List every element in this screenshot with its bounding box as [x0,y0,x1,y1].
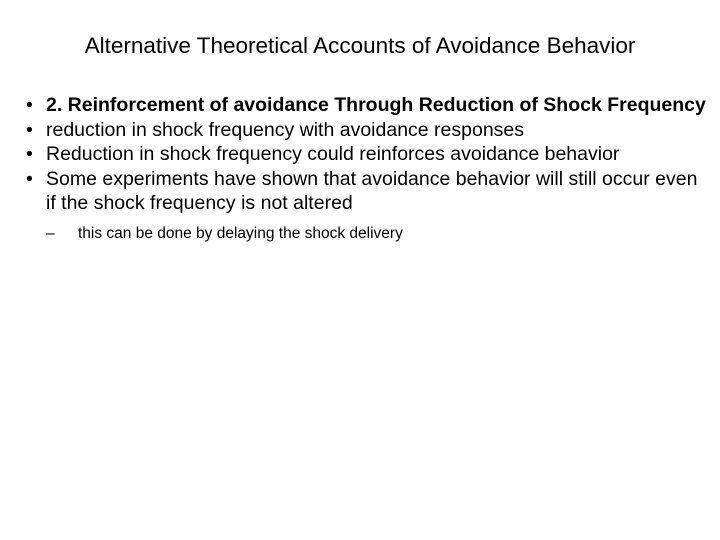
bullet-item [26,142,706,167]
bullet-marker: • [26,118,33,141]
bullet-text: reduction in shock frequency with avoidance responses [46,118,525,141]
subbullet-item [46,224,706,244]
bullet-text: Reduction in shock frequency could reinforces avoidance behavior [46,143,620,165]
bullet-text: Some experiments have shown that avoidance behavior will still occur even if the shock frequency is not altered [46,167,698,214]
bullet-text: 2. Reinforcement of avoidance Through Reduction of Shock Frequency [46,94,706,116]
bullet-marker: • [26,167,33,190]
slide-title: Alternative Theoretical Accounts of Avoidance Behavior [84,33,636,58]
bullet-marker: • [26,143,33,165]
subbullet-text: this can be done by delaying the shock delivery [78,224,403,242]
bullet-item [26,167,706,244]
subbullet-list [46,224,706,244]
bullet-list [26,93,706,244]
bullet-item [26,118,706,143]
bullet-item [26,93,706,118]
bullet-marker: • [26,94,33,116]
subbullet-marker: – [46,224,55,242]
